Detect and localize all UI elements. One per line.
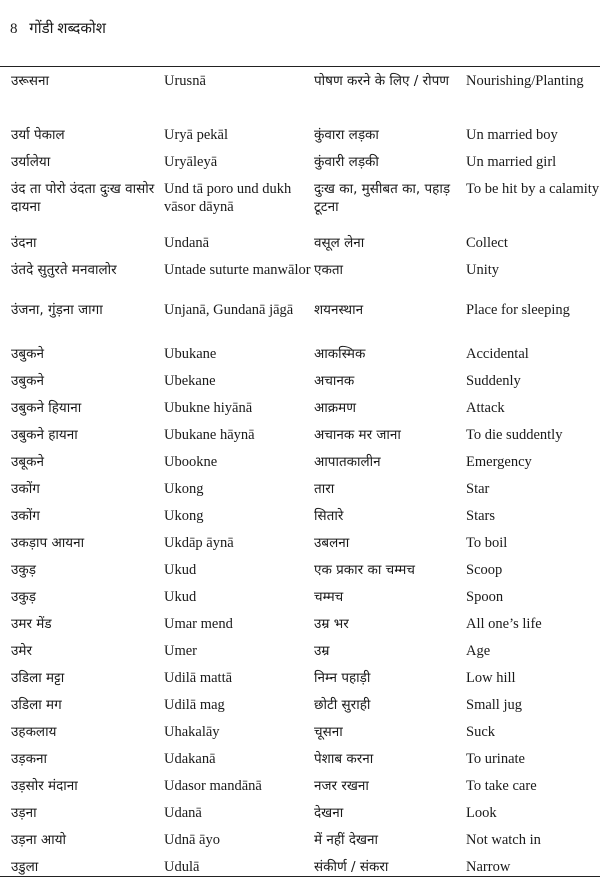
entry-transliteration: Undanā [164, 235, 210, 251]
entry-transliteration: Ukud [164, 589, 197, 605]
dictionary-row [11, 721, 600, 748]
entry-english: To urinate [466, 751, 525, 767]
dictionary-row [11, 232, 600, 259]
entry-english: Place for sleeping [466, 302, 570, 318]
entry-transliteration: Udanā [164, 805, 202, 821]
dictionary-row [11, 478, 600, 505]
entry-gondi: उडिला मग [11, 697, 62, 713]
entry-hindi: देखना [314, 805, 344, 821]
dictionary-row [11, 451, 600, 478]
entry-transliteration: Uryāleyā [164, 154, 218, 170]
entry-transliteration: Ubukne hiyānā [164, 400, 253, 416]
dictionary-row [11, 343, 600, 370]
entry-english: Suddenly [466, 373, 521, 389]
entry-hindi: चूसना [314, 724, 343, 740]
entry-transliteration: Ubukane hāynā [164, 427, 255, 443]
entry-english: Unity [466, 262, 500, 278]
dictionary-row [11, 559, 600, 586]
dictionary-row [11, 694, 600, 721]
entry-hindi: पेशाब करना [314, 751, 374, 767]
entry-gondi: उर्या पेकाल [11, 127, 65, 143]
entry-hindi: कुंवारी लड़की [314, 154, 379, 170]
entry-gondi: उंजना, गुंड़ना जागा [11, 302, 103, 318]
entry-hindi: उम्र [314, 643, 330, 659]
entry-transliteration: Udilā mag [164, 697, 225, 713]
dictionary-row [11, 532, 600, 559]
entry-transliteration: Uhakalāy [164, 724, 220, 740]
entry-transliteration: Ukud [164, 562, 197, 578]
entry-english: Look [466, 805, 497, 821]
entry-transliteration: Umar mend [164, 616, 233, 632]
entry-gondi: उकुड़ [11, 562, 36, 578]
entry-gondi: उकड़ाप आयना [11, 535, 85, 551]
entry-gondi: उहकलाय [11, 724, 57, 740]
entry-english: Stars [466, 508, 495, 524]
entry-hindi: एकता [314, 262, 344, 278]
dictionary-row [11, 259, 600, 299]
entry-gondi: उबूकने [11, 454, 44, 470]
entry-english: Low hill [466, 670, 516, 686]
entry-gondi: उबुकने [11, 373, 44, 389]
entry-gondi: उबुकने [11, 346, 44, 362]
entry-gondi: उड़सोर मंदाना [11, 778, 78, 794]
entry-hindi: में नहीं देखना [314, 832, 379, 848]
entry-hindi: उम्र भर [314, 616, 349, 632]
entry-english: Age [466, 643, 491, 659]
entry-gondi: उर्यालेया [11, 154, 51, 170]
entry-transliteration: Uryā pekāl [164, 127, 229, 143]
entry-gondi: उड़ना आयो [11, 832, 67, 848]
dictionary-row [11, 748, 600, 775]
dictionary-row [11, 775, 600, 802]
entry-english: Un married girl [466, 154, 557, 170]
dictionary-row [11, 640, 600, 667]
entry-hindi: दुःख का, मुसीबत का, पहाड़ टूटना [314, 181, 451, 215]
entry-hindi: आकस्मिक [314, 346, 366, 362]
entry-gondi: उडिला मट्टा [11, 670, 65, 686]
page-number: 8 [10, 21, 18, 37]
dictionary-row [11, 151, 600, 178]
entry-transliteration: Ukong [164, 508, 204, 524]
entry-transliteration: Udasor mandānā [164, 778, 262, 794]
entry-english: Collect [466, 235, 508, 251]
entry-english: Narrow [466, 859, 511, 875]
dictionary-row [11, 299, 600, 343]
dictionary-row [11, 178, 600, 232]
entry-gondi: उकोंग [11, 481, 40, 497]
entry-hindi: उबलना [314, 535, 350, 551]
entry-english: Spoon [466, 589, 504, 605]
entry-gondi: उबुकने हियाना [11, 400, 82, 416]
entry-transliteration: Und tā poro und dukh vāsor dāynā [164, 181, 292, 215]
top-rule [0, 66, 600, 67]
entry-transliteration: Unjanā, Gundanā jāgā [164, 302, 294, 318]
entry-gondi: उड़ना [11, 805, 37, 821]
dictionary-entries [11, 70, 600, 883]
entry-english: All one’s life [466, 616, 542, 632]
dictionary-row [11, 70, 600, 124]
entry-gondi: उबुकने हायना [11, 427, 78, 443]
entry-gondi: उकोंग [11, 508, 40, 524]
entry-hindi: संकीर्ण / संकरा [314, 859, 389, 875]
entry-hindi: आक्रमण [314, 400, 356, 416]
entry-transliteration: Udilā mattā [164, 670, 233, 686]
entry-english: To boil [466, 535, 508, 551]
entry-transliteration: Udakanā [164, 751, 216, 767]
entry-english: Not watch in [466, 832, 541, 848]
entry-english: To take care [466, 778, 537, 794]
entry-transliteration: Ubekane [164, 373, 216, 389]
entry-hindi: नजर रखना [314, 778, 369, 794]
entry-english: Un married boy [466, 127, 558, 143]
dictionary-row [11, 397, 600, 424]
dictionary-table [11, 70, 600, 883]
entry-english: Accidental [466, 346, 529, 362]
entry-hindi: कुंवारा लड़का [314, 127, 379, 143]
entry-english: Small jug [466, 697, 522, 713]
entry-english: Emergency [466, 454, 532, 470]
entry-english: To die suddently [466, 427, 563, 443]
entry-hindi: छोटी सुराही [314, 697, 371, 713]
entry-transliteration: Ubukane [164, 346, 217, 362]
entry-english: Nourishing/Planting [466, 73, 584, 89]
dictionary-row [11, 613, 600, 640]
entry-hindi: वसूल लेना [314, 235, 365, 251]
entry-gondi: उंदना [11, 235, 37, 251]
dictionary-row [11, 667, 600, 694]
dictionary-row [11, 802, 600, 829]
dictionary-row [11, 829, 600, 856]
bottom-rule [0, 876, 600, 877]
entry-gondi: उमेर [11, 643, 32, 659]
entry-english: Attack [466, 400, 505, 416]
entry-transliteration: Udulā [164, 859, 200, 875]
entry-hindi: अचानक [314, 373, 355, 389]
entry-transliteration: Ubookne [164, 454, 218, 470]
dictionary-row [11, 370, 600, 397]
entry-hindi: शयनस्थान [314, 302, 364, 318]
page-header [10, 18, 106, 38]
entry-hindi: तारा [314, 481, 335, 497]
dictionary-row [11, 124, 600, 151]
entry-gondi: उंद ता पोरो उंदता दुःख वासोर दायना [11, 181, 155, 215]
entry-hindi: अचानक मर जाना [314, 427, 401, 443]
entry-transliteration: Umer [164, 643, 198, 659]
entry-gondi: उमर मेंड [11, 616, 52, 632]
entry-gondi: उकुड़ [11, 589, 36, 605]
entry-english: Star [466, 481, 490, 497]
entry-gondi: उड़कना [11, 751, 47, 767]
entry-english: Suck [466, 724, 495, 740]
dictionary-row [11, 424, 600, 451]
entry-transliteration: Udnā āyo [164, 832, 220, 848]
entry-gondi: उरूसना [11, 73, 50, 89]
entry-transliteration: Urusnā [164, 73, 206, 89]
page-title: गोंडी शब्दकोश [29, 21, 107, 37]
entry-transliteration: Ukong [164, 481, 204, 497]
entry-hindi: सितारे [314, 508, 344, 524]
entry-transliteration: Untade suturte manwālor [164, 262, 311, 278]
entry-hindi: एक प्रकार का चम्मच [314, 562, 415, 578]
entry-gondi: उंतदे सुतुरते मनवालोर [11, 262, 117, 278]
entry-hindi: निम्न पहाड़ी [314, 670, 371, 686]
dictionary-row [11, 505, 600, 532]
entry-english: Scoop [466, 562, 503, 578]
entry-transliteration: Ukdāp āynā [164, 535, 234, 551]
entry-hindi: चम्मच [314, 589, 344, 605]
entry-gondi: उडुला [11, 859, 39, 875]
entry-hindi: आपातकालीन [314, 454, 381, 470]
dictionary-row [11, 586, 600, 613]
entry-hindi: पोषण करने के लिए / रोपण [314, 73, 450, 89]
dictionary-row [11, 856, 600, 883]
entry-english: To be hit by a calamity [466, 181, 600, 197]
